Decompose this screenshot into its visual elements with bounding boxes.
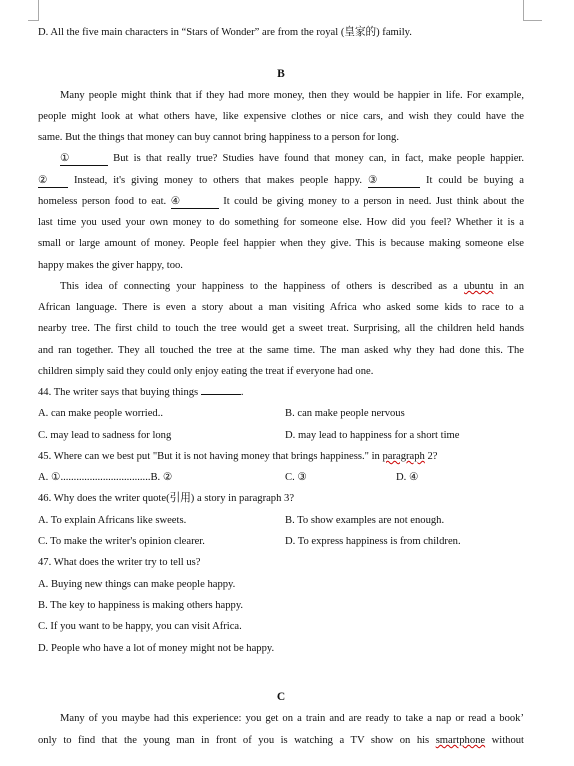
para1-line: Many people might think that if they had more money, then they would be happier in life. For example, xyxy=(60,90,524,101)
question-44-stem: 44. The writer says that buying things xyxy=(38,387,199,398)
question-44 xyxy=(38,386,524,400)
option-47-d: D. People who have a lot of money might not be happy. xyxy=(38,643,275,654)
para2-text: It could be buying a xyxy=(425,175,525,186)
para2-line: happy makes the giver happy, too. xyxy=(38,260,183,271)
blank-2: ② xyxy=(38,175,68,188)
para3-line: children simply said they could only enjoy eating the treat if everyone had one. xyxy=(38,366,374,377)
question-45-stem-end: 2? xyxy=(427,451,438,462)
smartphone-word: smartphone xyxy=(435,735,486,746)
previous-option-d: D. All the five main characters in “Stars of Wonder” are from the royal (皇家的) family. xyxy=(38,27,412,38)
para2-line xyxy=(38,174,524,188)
para2-line: small or large amount of money. People feel happier when they give. This is because making someone else xyxy=(38,238,524,249)
para3-line: nearby tree. The first child to touch the tree would get a sweet treat. Surprising, all the children held hands xyxy=(38,323,524,334)
section-b-heading: B xyxy=(277,68,285,80)
para2-text: But is that really true? Studies have found that money can, in fact, make people happier. xyxy=(113,153,524,164)
page-corner-mark-left xyxy=(28,0,39,21)
question-44-period: . xyxy=(240,387,244,398)
option-46-a: A. To explain Africans like sweets. xyxy=(38,515,187,526)
para3-line: and ran together. They all touched the tree at the same time. The man asked why they had done this. The xyxy=(38,345,524,356)
option-46-b: B. To show examples are not enough. xyxy=(285,515,445,526)
para2-line xyxy=(38,152,524,166)
para3-line: African language. There is even a story about a man visiting Africa who asked some kids to race to a xyxy=(38,302,524,313)
option-46-d: D. To express happiness is from children. xyxy=(285,536,461,547)
option-45-d: D. ④ xyxy=(396,472,419,483)
para2-text: homeless person food to eat. xyxy=(38,196,167,207)
question-45-stem: 45. Where can we best put "But it is not having money that brings happiness." in xyxy=(38,451,380,462)
page-corner-mark-right xyxy=(523,0,542,21)
para2-line: last time you used your own money to do something for someone else. How did you feel? Whether it is a xyxy=(38,217,524,228)
option-44-a: A. can make people worried.. xyxy=(38,408,164,419)
question-45 xyxy=(38,450,524,464)
para3-line xyxy=(38,280,524,294)
section-c-line xyxy=(38,734,524,748)
blank-1: ① xyxy=(60,153,108,166)
option-45-c: C. ③ xyxy=(285,472,307,483)
option-47-a: A. Buying new things can make people happy. xyxy=(38,579,236,590)
answer-blank xyxy=(201,394,241,395)
ubuntu-word: ubuntu xyxy=(464,281,494,292)
option-47-b: B. The key to happiness is making others happy. xyxy=(38,600,244,611)
para2-text: Instead, it's giving money to others that makes people happy. xyxy=(73,175,362,186)
para1-line: people might look at what others have, like expensive clothes or nice cars, and wish they could have the xyxy=(38,111,524,122)
option-44-b: B. can make people nervous xyxy=(285,408,405,419)
option-47-c: C. If you want to be happy, you can visit Africa. xyxy=(38,621,242,632)
option-45-a-b: A. ①..................................B. ② xyxy=(38,472,173,483)
option-44-d: D. may lead to happiness for a short time xyxy=(285,430,460,441)
option-44-c: C. may lead to sadness for long xyxy=(38,430,172,441)
blank-4: ④ xyxy=(171,196,219,209)
para1-line: same. But the things that money can buy cannot bring happiness to a person for long. xyxy=(38,132,399,143)
para2-line xyxy=(38,195,524,209)
section-c-text: without xyxy=(491,735,524,746)
para3-text: This idea of connecting your happiness to the happiness of others is described as a xyxy=(60,281,458,292)
para3-text: in an xyxy=(499,281,525,292)
option-46-c: C. To make the writer's opinion clearer. xyxy=(38,536,205,547)
question-47: 47. What does the writer try to tell us? xyxy=(38,557,201,568)
para2-text: It could be giving money to a person in need. Just think about the xyxy=(223,196,525,207)
blank-3: ③ xyxy=(368,175,420,188)
question-46: 46. Why does the writer quote(引用) a story in paragraph 3? xyxy=(38,493,295,504)
question-45-paragraph-word: paragraph xyxy=(382,451,425,462)
section-c-line: Many of you maybe had this experience: you get on a train and are ready to take a nap or read a bookʼ xyxy=(60,713,524,724)
section-c-heading: C xyxy=(276,691,286,703)
section-c-text: only to find that the young man in front of you is watching a TV show on his xyxy=(38,735,430,746)
